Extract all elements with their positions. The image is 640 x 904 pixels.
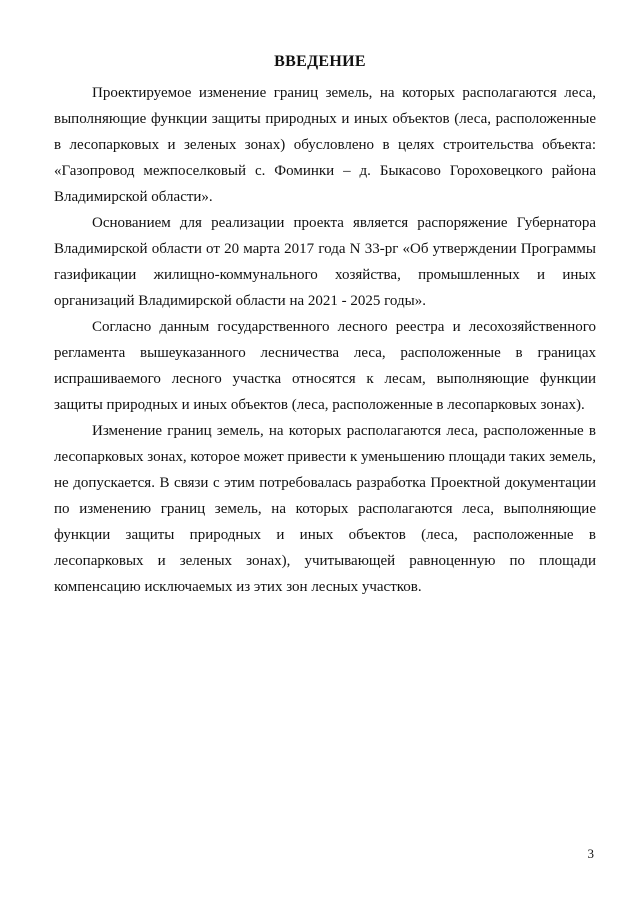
page-title: ВВЕДЕНИЕ	[274, 53, 366, 70]
paragraph-4: Изменение границ земель, на которых располагаются леса, расположенные в лесопарковых зонах, которое может привести к уменьшению площади таких земель, не допускается. В связи с этим потребовалась разработка Проектной документации по изменению границ земель, на которых располагаются леса, выполняющие функции защиты природных и иных объектов (леса, расположенные в лесопарковых и зеленых зонах), учитывающей равноценную по площади компенсацию исключаемых из этих зон лесных участков.	[54, 423, 596, 595]
paragraph-1: Проектируемое изменение границ земель, на которых располагаются леса, выполняющие функции защиты природных и иных объектов (леса, расположенные в лесопарковых и зеленых зонах) обусловлено в целях строительства объекта: «Газопровод межпоселковый с. Фоминки – д. Быкасово Гороховецкого района Владимирской области».	[54, 85, 596, 205]
paragraph-3: Согласно данным государственного лесного реестра и лесохозяйственного регламента вышеуказанного лесничества леса, расположенные в границах испрашиваемого лесного участка относятся к лесам, выполняющие функции защиты природных и иных объектов (леса, расположенные в лесопарковых зонах).	[54, 319, 596, 413]
page-number: 3	[587, 846, 594, 861]
body-text	[54, 80, 596, 600]
paragraph-2: Основанием для реализации проекта является распоряжение Губернатора Владимирской области от 20 марта 2017 года N 33-рг «Об утверждении Программы газификации жилищно-коммунального хозяйства, промышленных и иных организаций Владимирской области на 2021 - 2025 годы».	[54, 215, 596, 309]
